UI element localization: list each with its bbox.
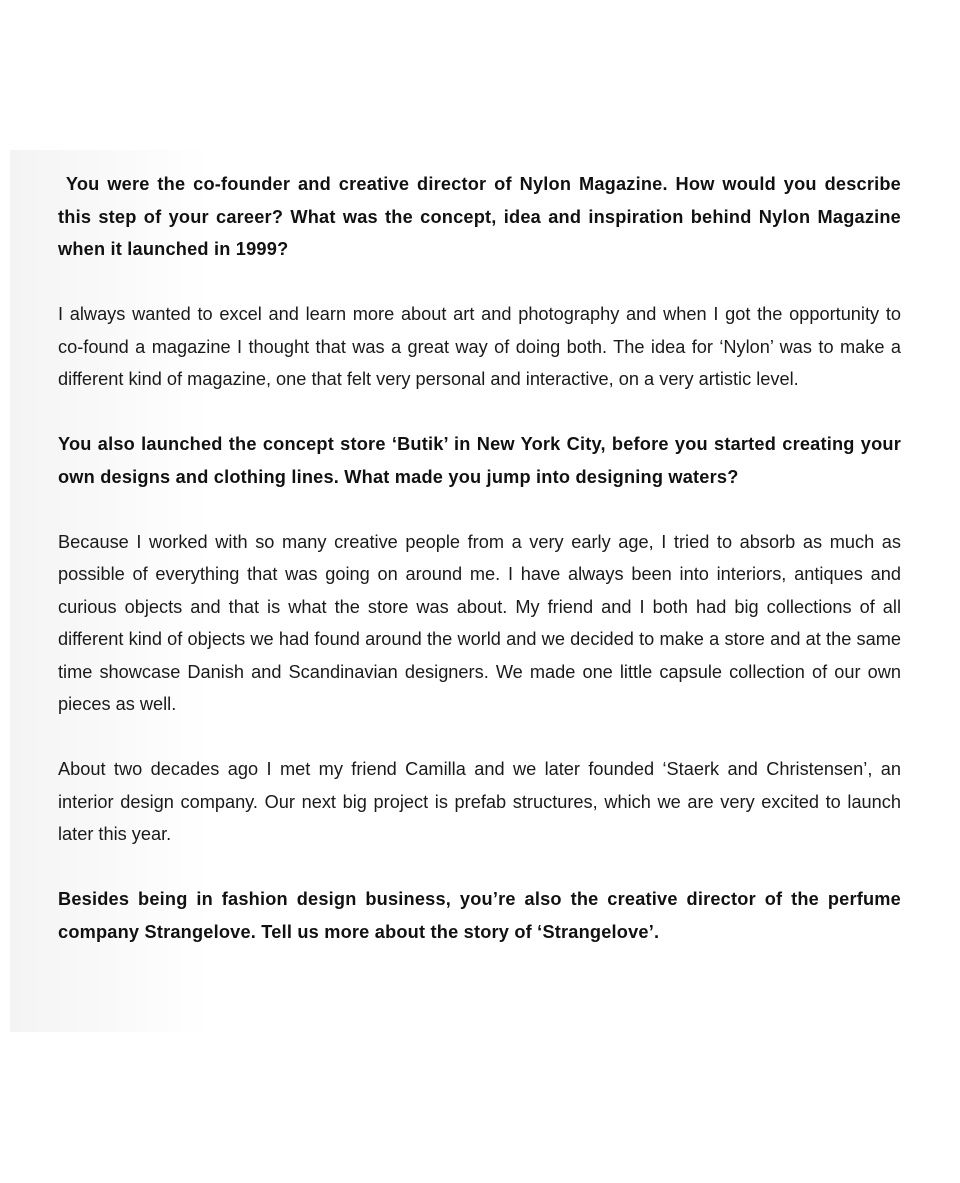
question-nylon: You were the co-founder and creative director of Nylon Magazine. How would you describe this step of your career? What was the concept, idea and inspiration behind Nylon Magazine when it launched in 1999? [58, 174, 901, 259]
interview-article [58, 168, 901, 981]
answer-nylon: I always wanted to excel and learn more about art and photography and when I got the opportunity to co-found a magazine I thought that was a great way of doing both. The idea for ‘Nylon’ was to make a different kind of magazine, one that felt very personal and interactive, on a very artistic level. [58, 304, 901, 389]
question-strangelove: Besides being in fashion design business, you’re also the creative director of the perfume company Strangelove. Tell us more about the story of ‘Strangelove’. [58, 889, 901, 942]
answer-staerk-christensen: About two decades ago I met my friend Camilla and we later founded ‘Staerk and Christensen’, an interior design company. Our next big project is prefab structures, which we are very excited to launch later this year. [58, 759, 901, 844]
question-butik: You also launched the concept store ‘Butik’ in New York City, before you started creating your own designs and clothing lines. What made you jump into designing waters? [58, 434, 901, 487]
answer-butik: Because I worked with so many creative people from a very early age, I tried to absorb as much as possible of everything that was going on around me. I have always been into interiors, antiques and curious objects and that is what the store was about. My friend and I both had big collections of all different kind of objects we had found around the world and we decided to make a store and at the same time showcase Danish and Scandinavian designers. We made one little capsule collection of our own pieces as well. [58, 531, 901, 714]
